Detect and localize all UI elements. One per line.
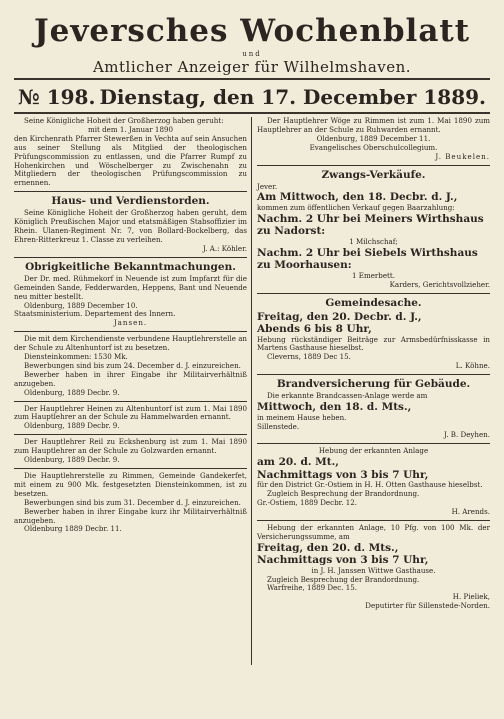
department: Staatsministerium. Departement des Innern. — [14, 309, 176, 319]
paragraph: Bewerbungen sind bis zum 24. December d. J. einzureichen. — [24, 360, 241, 370]
separator — [257, 520, 490, 521]
dateline-text: Gr.-Ostiem, 1889 Decbr. 12. — [257, 498, 358, 508]
paragraph: in J. H. Janssen Wittwe Gasthause. — [311, 565, 436, 575]
paragraph: Bewerber haben in ihrer Eingabe ihr Militairverhältniß anzugeben. — [14, 369, 247, 388]
paragraph: mit dem 1. Januar 1890 — [88, 124, 173, 134]
section-heading: Obrigkeitliche Bekanntmachungen. — [25, 260, 236, 273]
paragraph: Bewerber haben in ihrer Eingabe kurz ihr Militairverhältniß anzugeben. — [14, 506, 247, 525]
paragraph: Hebung der erkannten Anlage, 10 Pfg. von 100 Mk. der Versicherungssumme, am — [257, 522, 490, 541]
paragraph: Der Dr. med. Rühmekorf in Neuende ist zum Impfarzt für die Gemeinden Sande, Fedderwarden, Heppens, Bant und Neuende neu mitter bestellt. — [14, 273, 247, 301]
issue-number: № 198. — [18, 85, 96, 109]
paragraph: kommen zum öffentlichen Verkauf gegen Baarzahlung: — [257, 202, 455, 212]
highlight-line: Nachm. 2 Uhr bei Siebels Wirthshaus zu Moorhausen: — [257, 246, 478, 272]
highlight-line: Nachm. 2 Uhr bei Meiners Wirthshaus zu Nadorst: — [257, 212, 484, 238]
dateline-rule — [14, 112, 490, 114]
highlight-line: Nachmittags von 3 bis 7 Uhr, — [257, 468, 429, 481]
right-column — [252, 117, 490, 665]
dateline-text: Oldenburg, 1889 Decbr. 9. — [24, 421, 120, 431]
dateline — [14, 84, 490, 110]
section-heading: Haus- und Verdienstorden. — [51, 195, 210, 208]
signature: Karders, Gerichtsvollzieher. — [389, 279, 490, 289]
highlight-line: Abends 6 bis 8 Uhr, — [257, 323, 372, 336]
item: 1 Milchschaf; — [349, 236, 398, 246]
separator — [257, 443, 490, 444]
separator — [257, 165, 490, 166]
place: Jever. — [257, 181, 278, 191]
separator — [14, 468, 247, 469]
article-rimmen — [14, 472, 247, 534]
article-woege — [257, 117, 490, 162]
paragraph: in meinem Hause heben. — [257, 412, 347, 422]
article-heinen — [14, 405, 247, 432]
paragraph: Hebung der erkannten Anlage — [318, 446, 429, 456]
masthead-und: und — [242, 50, 262, 58]
article-verdienstorden — [14, 209, 247, 254]
signature: J. B. Deyhen. — [443, 430, 490, 440]
newspaper-page — [14, 12, 490, 712]
separator — [14, 434, 247, 435]
paragraph: Zugleich Besprechung der Brandordnung. — [267, 489, 420, 499]
newspaper-title: Jeversches Wochenblatt — [33, 13, 471, 49]
paragraph: Hebung rückständiger Beiträge zur Armsbedürfnisskasse in Martens Gasthause hieselbst. — [257, 334, 490, 353]
separator — [257, 374, 490, 375]
dateline-text: Oldenburg, 1889 December 10. — [24, 300, 138, 310]
section-heading: Zwangs-Verkäufe. — [321, 168, 426, 181]
item: 1 Emerbett. — [352, 270, 395, 280]
masthead-rule — [14, 78, 490, 80]
paragraph: Seine Königliche Hoheit der Großherzog haben geruht: — [24, 117, 224, 125]
paragraph: den Kirchenrath Pfarrer Stewerßen in Vechta auf sein Ansuchen aus seiner Stellung als Mitglied der theologischen Prüfungscommission zu entlassen, und die Pfarrer Rumpf zu Hohenkirchen und Wöschelberger zu Zwischenahn zu Mitgliedern der theologischen Prüfungscommission zu ernennen. — [14, 133, 247, 188]
article-brandcasse-ostiem — [257, 447, 490, 517]
article-brandcasse-warfreihe — [257, 524, 490, 611]
signature: J. Beukelen. — [435, 151, 490, 161]
paragraph: Die mit dem Kirchendienste verbundene Hauptlehrerstelle an der Schule zu Altenhuntorf ist zu besetzen. — [14, 334, 247, 353]
paragraph: Der Hauptlehrer Reil zu Eckshenburg ist zum 1. Mai 1890 zum Hauptlehrer an der Schule zu Golzwarden ernannt. — [14, 437, 247, 456]
paragraph: Die Hauptlehrerstelle zu Rimmen, Gemeinde Gandekerfet, mit einem zu 900 Mk. festgesetzten Diensteinkommen, ist zu besetzen. — [14, 471, 247, 498]
highlight-line: Mittwoch, den 18. d. Mts., — [257, 401, 412, 414]
separator — [14, 191, 247, 192]
masthead — [14, 12, 490, 76]
paragraph: Zugleich Besprechung der Brandordnung. — [267, 574, 420, 584]
newspaper-subtitle: Amtlicher Anzeiger für Wilhelmshaven. — [92, 58, 412, 76]
left-column — [14, 117, 252, 665]
signature: Deputirter für Sillenstede-Norden. — [365, 601, 490, 611]
dateline-text: Cleverns, 1889 Dec 15. — [267, 352, 351, 362]
dateline-text: Oldenburg, 1889 Decbr. 9. — [24, 455, 120, 465]
highlight-line: am 20. d. Mt., — [257, 456, 339, 469]
article-kirchenrath — [14, 117, 247, 188]
article-brandcasse-sillenstede — [257, 392, 490, 440]
signature: H. Pieliek, — [452, 592, 490, 602]
highlight-line: Freitag, den 20. Decbr. d. J., — [257, 310, 422, 323]
article-impfarzt — [14, 275, 247, 328]
section-heading: Gemeindesache. — [325, 296, 422, 309]
article-altenhuntorf — [14, 335, 247, 397]
dateline-text: Oldenburg, 1889 Decbr. 9. — [24, 387, 120, 397]
separator — [14, 331, 247, 332]
dateline-text: Oldenburg, 1889 December 11. — [316, 133, 431, 143]
issue-date: Dienstag, den 17. December 1889. — [99, 85, 486, 109]
highlight-line: Nachmittags von 3 bis 7 Uhr, — [257, 554, 429, 567]
signature: L. Köhne. — [455, 361, 490, 371]
paragraph: Seine Königliche Hoheit der Großherzog haben geruht, dem Königlich Preußischen Major und etatsmäßigen Stabsoffizier im Rhein. Ulanen-Regiment Nr. 7, von Bollard-Bockelberg, das Ehren-Ritterkreuz 1. Classe zu verleihen. — [14, 208, 247, 244]
signature: J. A.: Köhler. — [202, 243, 247, 253]
separator — [257, 293, 490, 294]
paragraph: Die erkannte Brandcassen-Anlage werde am — [267, 391, 428, 401]
separator — [14, 401, 247, 402]
signature: Evangelisches Oberschulcollegium. — [309, 142, 438, 152]
columns — [14, 117, 490, 665]
dateline-text: Warfreihe, 1889 Dec. 15. — [267, 583, 358, 593]
paragraph: Diensteinkommen: 1530 Mk. — [24, 352, 128, 362]
paragraph: für den District Gr.-Ostiem in H. H. Otten Gasthause hieselbst. — [257, 480, 483, 490]
paragraph: Der Hauptlehrer Wöge zu Rimmen ist zum 1. Mai 1890 zum Hauptlehrer an der Schule zu Ruhwarden ernannt. — [257, 117, 490, 134]
article-zwangsverkauf — [257, 183, 490, 290]
section-heading: Brandversicherung für Gebäude. — [276, 378, 471, 391]
paragraph: Der Hauptlehrer Heinen zu Altenhuntorf ist zum 1. Mai 1890 zum Hauptlehrer an der Schule zu Hammelwarden ernannt. — [14, 403, 247, 422]
place: Sillenstede. — [257, 421, 300, 431]
signature: Jansen. — [113, 318, 148, 328]
article-gemeindesache — [257, 311, 490, 372]
paragraph: Bewerbungen sind bis zum 31. December d. J. einzureichen. — [24, 497, 241, 507]
signature: H. Arends. — [451, 506, 490, 516]
dateline-text: Oldenburg 1889 Decbr. 11. — [24, 524, 122, 534]
highlight-line: Am Mittwoch, den 18. Decbr. d. J., — [257, 191, 458, 204]
separator — [14, 257, 247, 258]
article-reil — [14, 438, 247, 465]
highlight-line: Freitag, den 20. d. Mts., — [257, 541, 399, 554]
